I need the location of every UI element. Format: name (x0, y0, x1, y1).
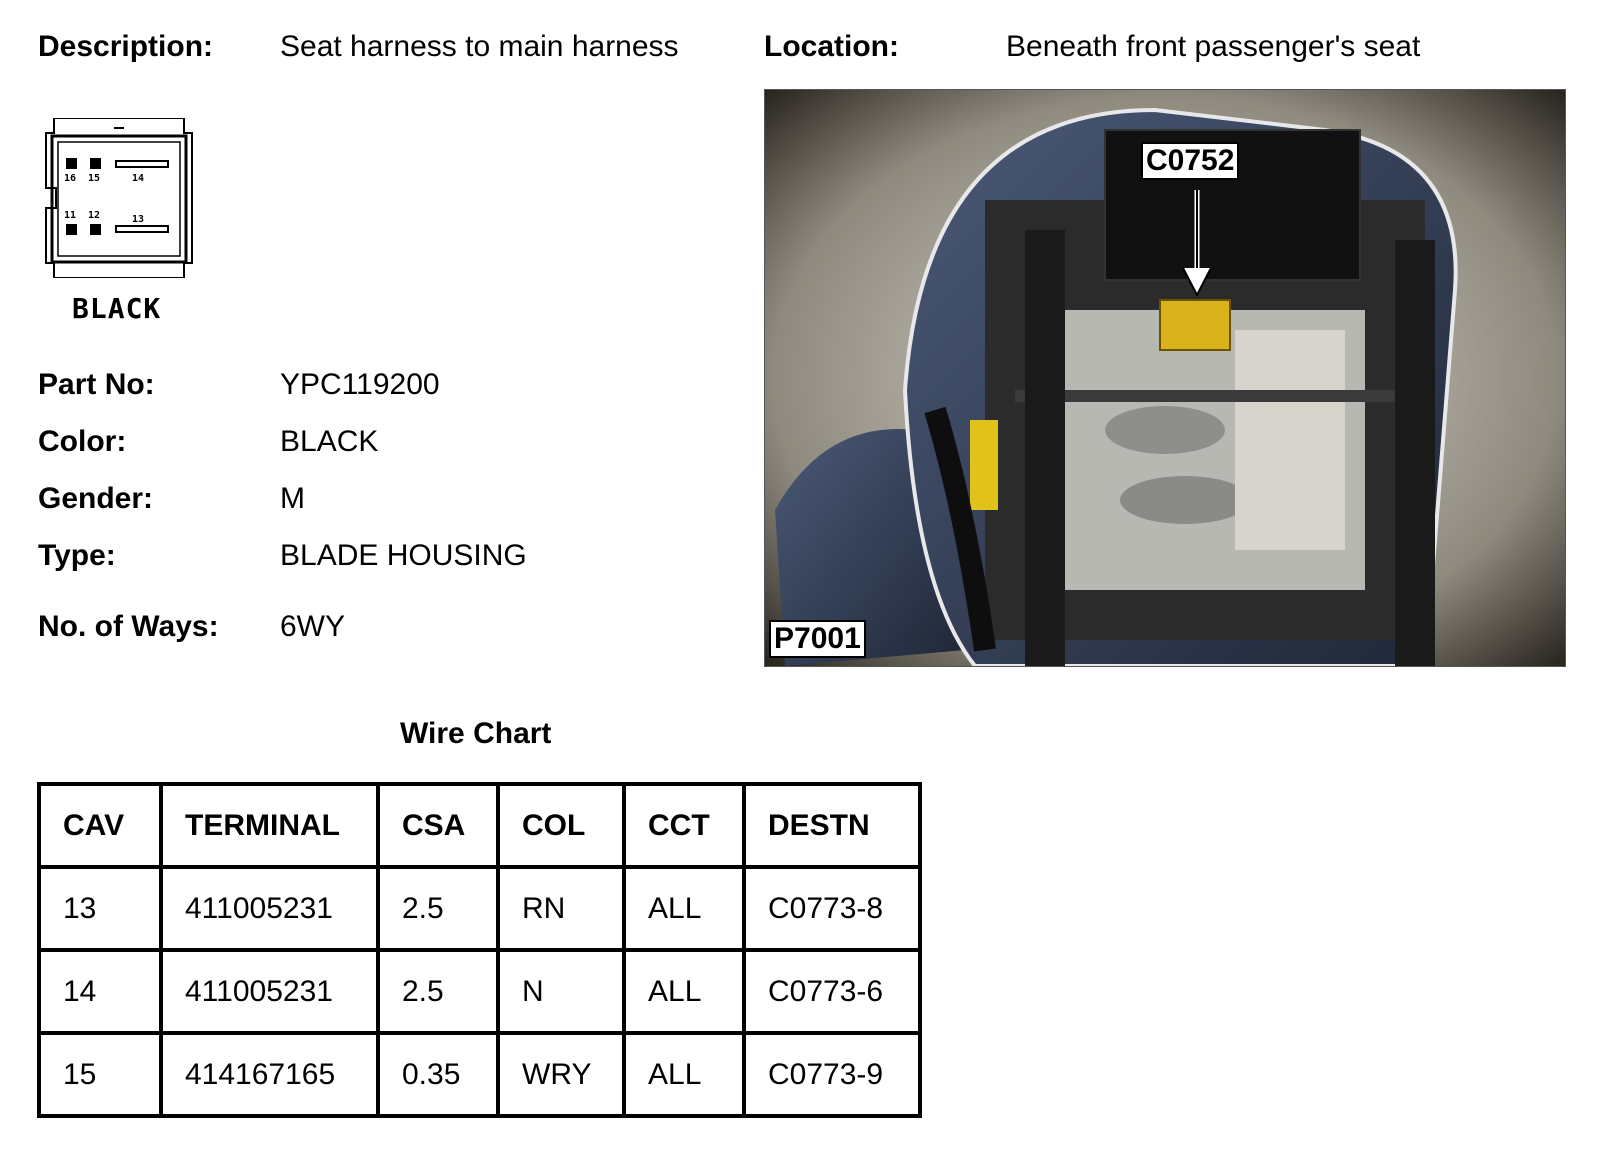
column-header-cct: CCT (624, 784, 744, 867)
connector-face-diagram (44, 118, 194, 278)
pin-label: 11 (64, 210, 77, 221)
location-photo (764, 89, 1566, 667)
cell-csa: 2.5 (378, 950, 498, 1033)
cell-cct: ALL (624, 1033, 744, 1116)
column-header-destn: DESTN (744, 784, 920, 867)
table-row (39, 950, 920, 1033)
cell-cav: 14 (39, 950, 161, 1033)
cell-cav: 13 (39, 867, 161, 950)
ways-value: 6WY (280, 610, 346, 643)
cell-cav: 15 (39, 1033, 161, 1116)
photo-connector-tag: C0752 (1141, 142, 1239, 180)
connector-color-caption: BLACK (72, 292, 162, 325)
column-header-col: COL (498, 784, 624, 867)
description-label: Description: (38, 30, 214, 63)
column-header-csa: CSA (378, 784, 498, 867)
cell-destn: C0773-9 (744, 1033, 920, 1116)
cell-cct: ALL (624, 867, 744, 950)
column-header-terminal: TERMINAL (161, 784, 378, 867)
pin-label: 13 (132, 214, 145, 225)
photo-id-tag: P7001 (769, 620, 866, 658)
color-value: BLACK (280, 425, 379, 458)
cell-csa: 0.35 (378, 1033, 498, 1116)
part-no-label: Part No: (38, 368, 155, 401)
cell-csa: 2.5 (378, 867, 498, 950)
pin-label: 16 (64, 173, 77, 184)
table-row (39, 867, 920, 950)
gender-value: M (280, 482, 305, 515)
wire-chart-table (37, 782, 922, 1118)
cell-cct: ALL (624, 950, 744, 1033)
pin-label: 12 (88, 210, 101, 221)
type-label: Type: (38, 539, 116, 572)
pin-label: 14 (132, 173, 145, 184)
cell-destn: C0773-6 (744, 950, 920, 1033)
pin-label: 15 (88, 173, 101, 184)
description-value: Seat harness to main harness (280, 30, 679, 63)
cell-destn: C0773-8 (744, 867, 920, 950)
cell-col: N (498, 950, 624, 1033)
table-header-row (39, 784, 920, 867)
cell-col: RN (498, 867, 624, 950)
cell-col: WRY (498, 1033, 624, 1116)
color-label: Color: (38, 425, 127, 458)
location-value: Beneath front passenger's seat (1006, 30, 1421, 63)
type-value: BLADE HOUSING (280, 539, 527, 572)
cell-terminal: 411005231 (161, 867, 378, 950)
column-header-cav: CAV (39, 784, 161, 867)
table-row (39, 1033, 920, 1116)
ways-label: No. of Ways: (38, 610, 219, 643)
cell-terminal: 411005231 (161, 950, 378, 1033)
location-label: Location: (764, 30, 899, 63)
cell-terminal: 414167165 (161, 1033, 378, 1116)
wire-chart-title: Wire Chart (400, 717, 552, 750)
part-no-value: YPC119200 (280, 368, 440, 401)
gender-label: Gender: (38, 482, 154, 515)
